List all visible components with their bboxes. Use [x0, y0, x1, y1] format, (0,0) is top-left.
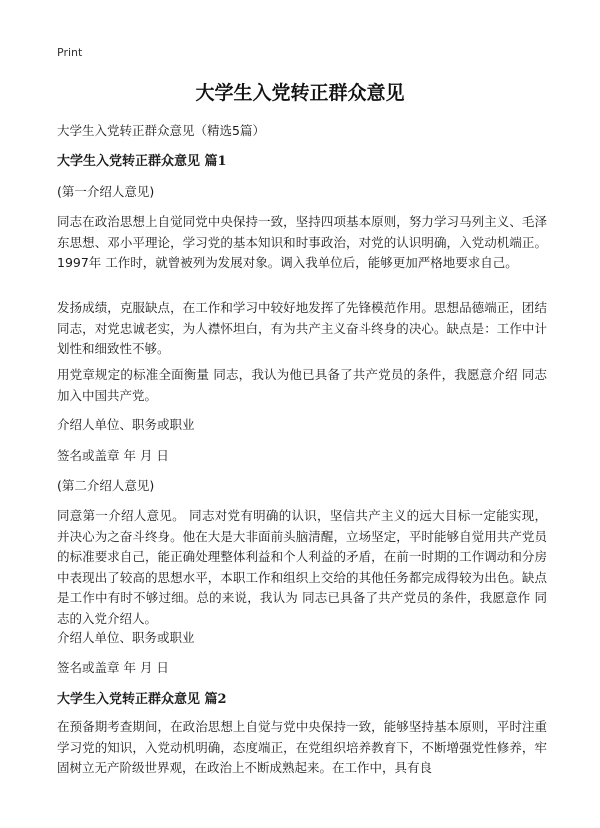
first-introducer-label: (第一介绍人意见): [57, 184, 155, 199]
intro-line: 大学生入党转正群众意见（精选5篇）: [57, 123, 265, 138]
page-title: 大学生入党转正群众意见: [195, 82, 405, 104]
introducer-unit-label: 介绍人单位、职务或职业: [57, 417, 195, 432]
paragraph-4: 同意第一介绍人意见。 同志对党有明确的认识，坚信共产主义的远大目标一定能实现，并决心为之奋斗终身。他在大是大非面前头脑清醒，立场坚定，平时能够自觉用共产党员的标准要求自己，能正确处理整体利益和个人利益的矛盾，在前一时期的工作调动和分房中表现出了较高的思想水平，本职工作和组织上交给的其他任务都完成得较为出色。缺点是工作中有时不够过细。总的来说，我认为 同志已具备了共产党员的条件，我愿意作 同志的入党介绍人。: [57, 508, 547, 626]
introducer-unit-label: 介绍人单位、职务或职业: [57, 630, 195, 645]
paragraph-5: 在预备期考查期间，在政治思想上自觉与党中央保持一致，能够坚持基本原则，平时注重学习党的知识，入党动机明确，态度端正，在党组织培养教育下，不断增强党性修养，牢固树立无产阶级世界观，在政治上不断成熟起来。在工作中，具有良: [57, 719, 547, 775]
paragraph-1: 同志在政治思想上自觉同党中央保持一致，坚持四项基本原则，努力学习马列主义、毛泽东思想、邓小平理论，学习党的基本知识和时事政治，对党的认识明确，入党动机端正。1997年 工作时，就曾被列为发展对象。调入我单位后，能够更加严格地要求自己。: [57, 214, 547, 270]
section-heading-2: 大学生入党转正群众意见 篇2: [57, 692, 227, 707]
paragraph-2: 发扬成绩，克服缺点，在工作和学习中较好地发挥了先锋模范作用。思想品德端正，团结同志，对党忠诚老实，为人襟怀坦白，有为共产主义奋斗终身的决心。缺点是：工作中计划性和细致性不够。: [57, 300, 547, 356]
section-heading-1: 大学生入党转正群众意见 篇1: [57, 154, 227, 169]
paragraph-3: 用党章规定的标准全面衡量 同志，我认为他已具备了共产党员的条件，我愿意介绍 同志加入中国共产党。: [57, 367, 547, 403]
signature-date-line: 签名或盖章 年 月 日: [57, 660, 169, 675]
print-label[interactable]: Print: [57, 46, 83, 59]
signature-date-line: 签名或盖章 年 月 日: [57, 448, 169, 463]
second-introducer-label: (第二介绍人意见): [57, 478, 155, 493]
